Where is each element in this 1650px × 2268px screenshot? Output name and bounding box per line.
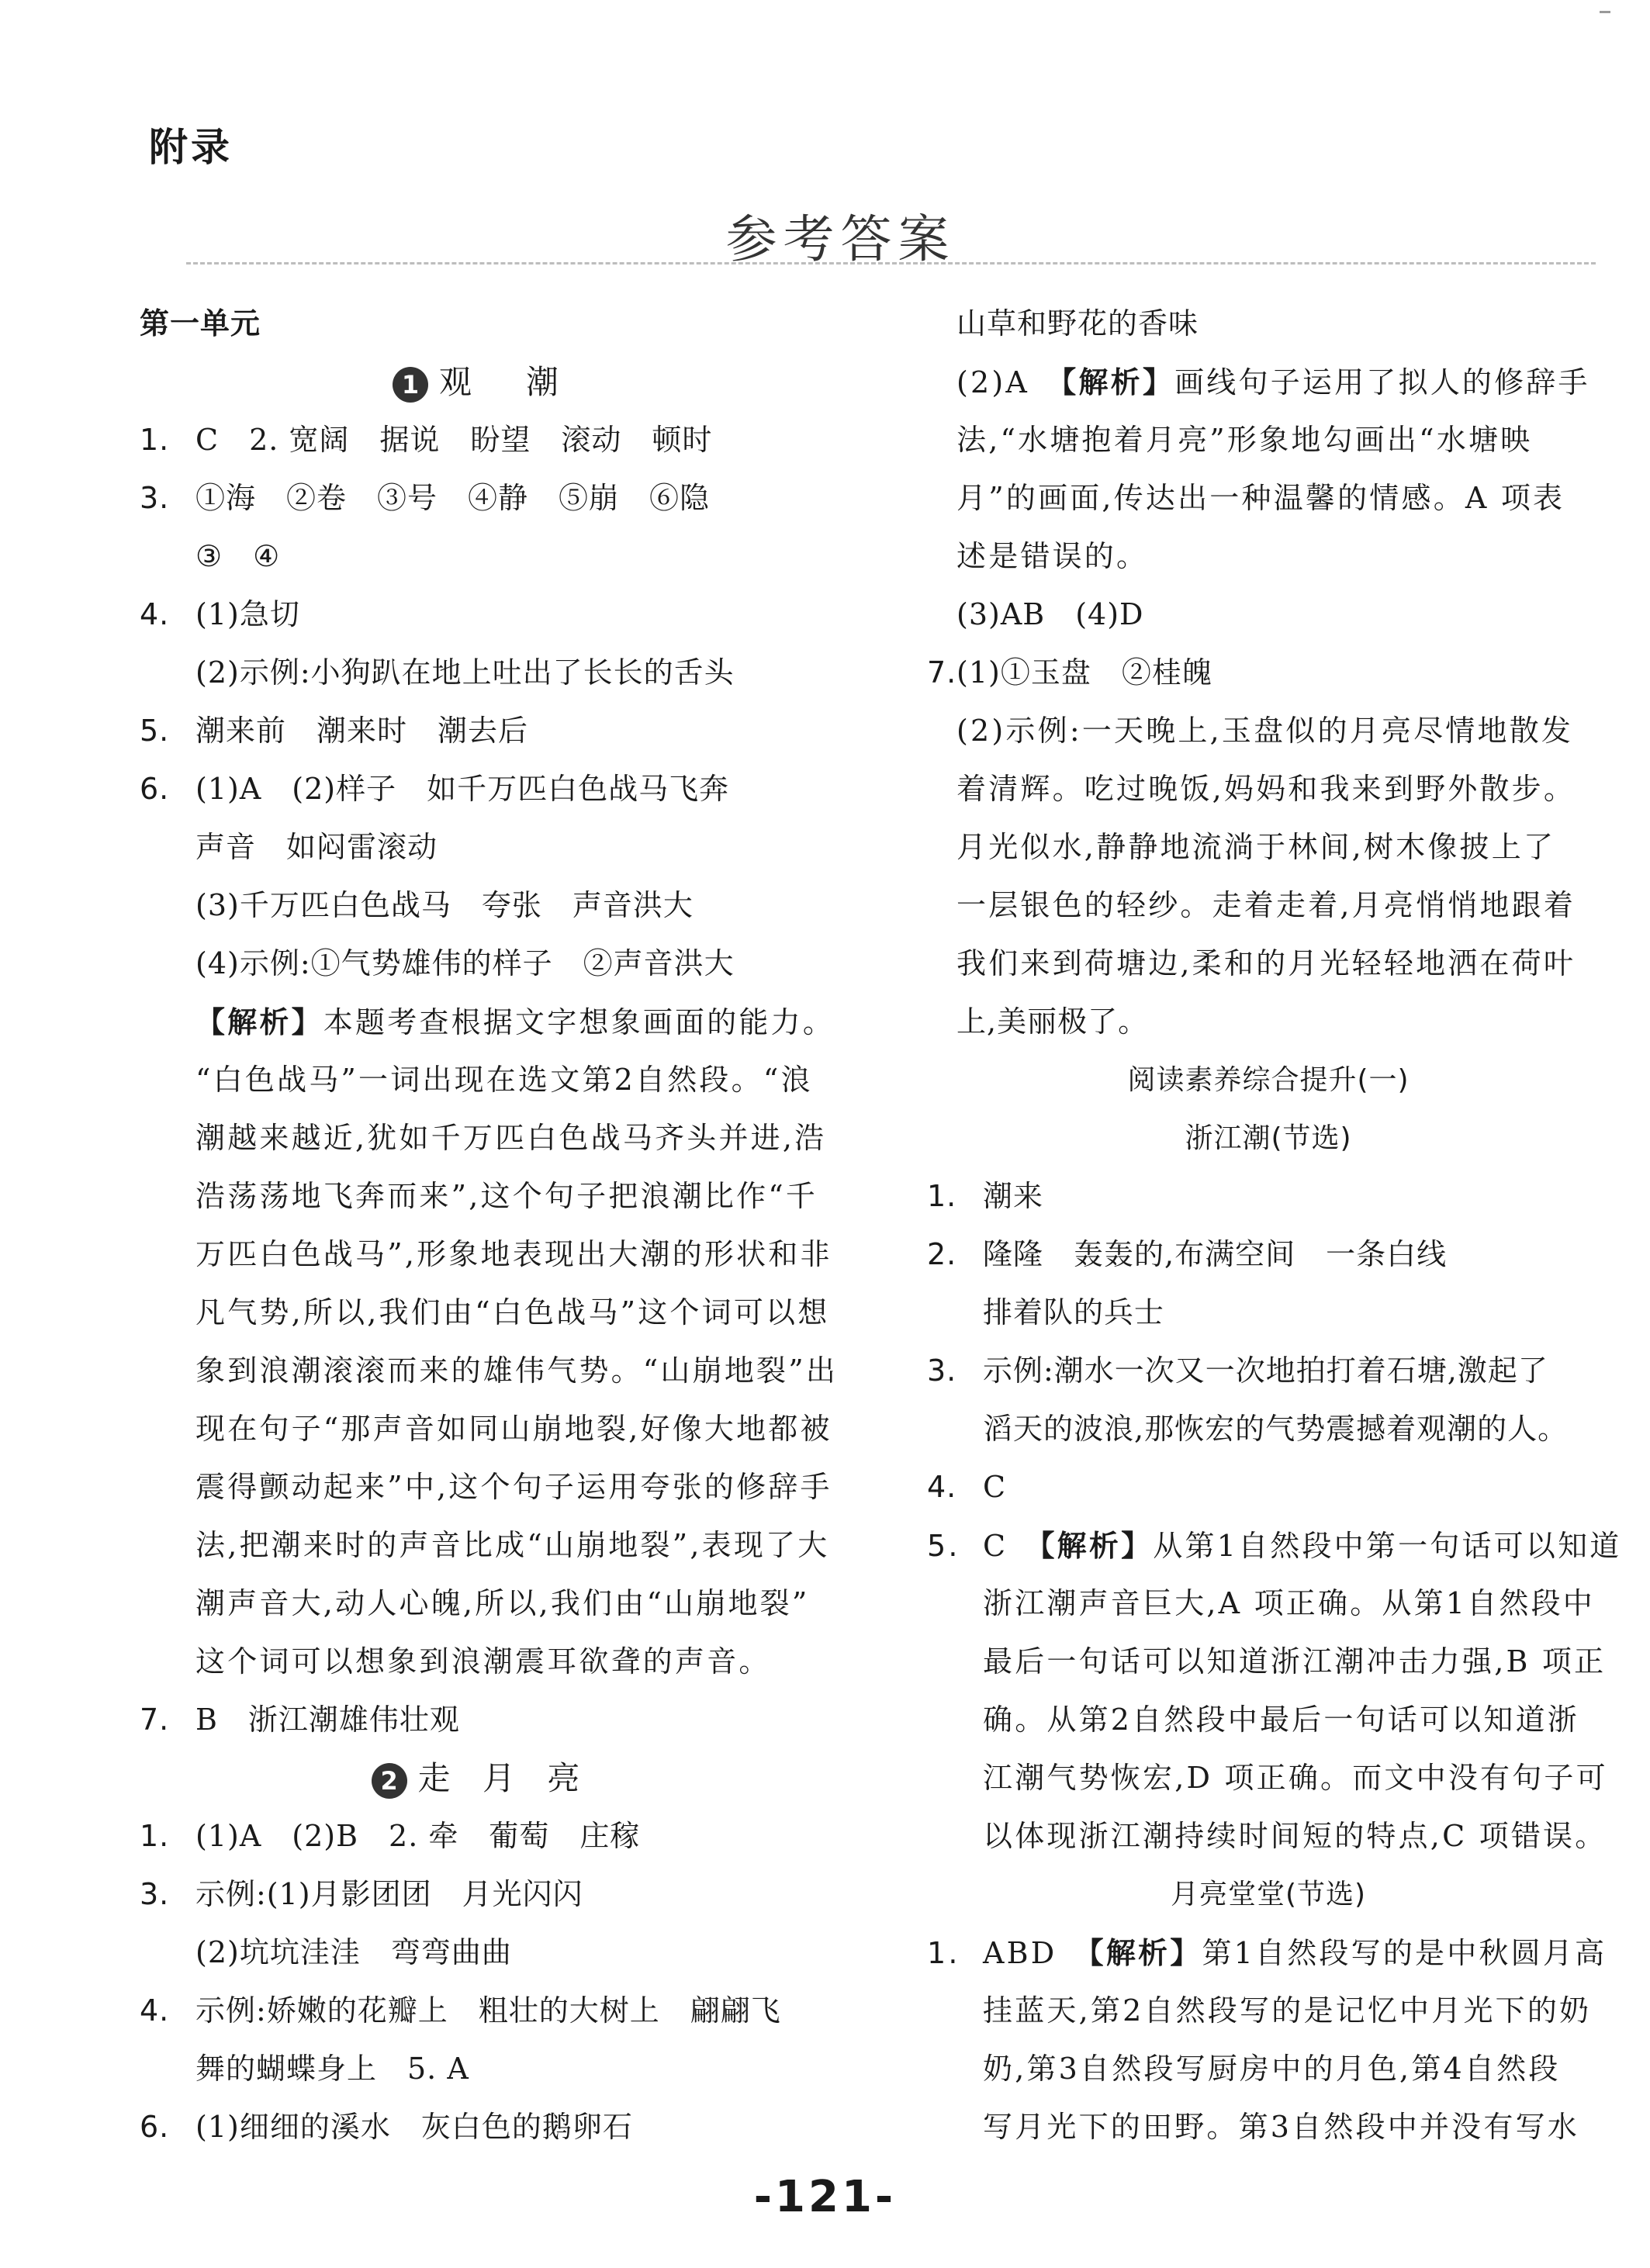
answer-text: (1)A (2)B 2. 牵 葡萄 庄稼 bbox=[195, 1819, 641, 1853]
answer-text: 声音 如闷雷滚动 bbox=[195, 830, 438, 864]
question-number: 4. bbox=[140, 1993, 170, 2028]
answer-text: 月光似水,静静地流淌于林间,树木像披上了 bbox=[956, 830, 1556, 864]
answer-text: 示例:潮水一次又一次地拍打着石塘,激起了 bbox=[983, 1354, 1548, 1388]
answer-line bbox=[140, 2098, 822, 2156]
answer-line bbox=[927, 1284, 1610, 1342]
analysis-line bbox=[140, 1226, 832, 1284]
analysis-line bbox=[927, 1749, 1610, 1807]
analysis-text: 潮声音大,动人心魄,所以,我们由“山崩地裂” bbox=[195, 1586, 810, 1620]
answer-line bbox=[140, 1691, 822, 1749]
analysis-line bbox=[140, 1051, 822, 1109]
analysis-text: 本题考查根据文字想象画面的能力。 bbox=[323, 1005, 835, 1039]
analysis-line bbox=[140, 1109, 827, 1167]
analysis-tag: 【解析】 bbox=[1088, 1935, 1202, 1970]
question-number: 3. bbox=[140, 481, 170, 515]
question-number: 6. bbox=[140, 772, 170, 806]
analysis-text: 凡气势,所以,我们由“白色战马”这个词可以想 bbox=[195, 1295, 830, 1329]
answer-text: 示例:(1)月影团团 月光闪闪 bbox=[195, 1877, 583, 1911]
question-number: 3. bbox=[927, 1354, 957, 1388]
section-heading: 阅读素养综合提升(一) bbox=[1127, 1064, 1410, 1096]
analysis-line bbox=[140, 1575, 822, 1633]
analysis-line bbox=[927, 1807, 1610, 1865]
answer-text: 排着队的兵士 bbox=[983, 1295, 1165, 1329]
analysis-text: 法,把潮来时的声音比成“山崩地裂”,表现了大 bbox=[195, 1528, 830, 1562]
answer-line bbox=[927, 1342, 1610, 1400]
answer-text: C 2. 宽阔 据说 盼望 滚动 顿时 bbox=[195, 423, 713, 457]
answer-line bbox=[140, 876, 822, 935]
analysis-text: 述是错误的。 bbox=[956, 539, 1149, 573]
analysis-text: 这个词可以想象到浪潮震耳欲聋的声音。 bbox=[195, 1644, 771, 1679]
analysis-text: 万匹白色战马”,形象地表现出大潮的形状和非 bbox=[195, 1237, 832, 1271]
answer-line bbox=[140, 527, 822, 586]
answer-line bbox=[140, 935, 822, 993]
answer-line bbox=[140, 1924, 822, 1982]
answer-line bbox=[927, 1226, 1610, 1284]
analysis-line bbox=[927, 353, 1610, 411]
answer-text: (3)千万匹白色战马 夸张 声音洪大 bbox=[195, 888, 694, 922]
answer-line bbox=[927, 1400, 1610, 1458]
right-column bbox=[927, 295, 1622, 2156]
question-number: 2. bbox=[927, 1237, 957, 1271]
answer-line bbox=[927, 1458, 1610, 1516]
answer-line bbox=[140, 1865, 822, 1924]
lesson-heading bbox=[140, 353, 822, 411]
answer-text: (4)示例:①气势雄伟的样子 ②声音洪大 bbox=[195, 946, 735, 980]
analysis-line bbox=[927, 1691, 1610, 1749]
answer-line bbox=[140, 469, 822, 527]
answer-line bbox=[927, 586, 1610, 644]
analysis-text: 以体现浙江潮持续时间短的特点,C 项错误。 bbox=[983, 1819, 1607, 1853]
answer-line bbox=[140, 644, 822, 702]
analysis-text: 浙江潮声音巨大,A 项正确。从第1自然段中 bbox=[983, 1586, 1595, 1620]
analysis-text: 奶,第3自然段写厨房中的月色,第4自然段 bbox=[983, 2052, 1561, 2086]
answer-line bbox=[140, 586, 822, 644]
question-number: 5. bbox=[927, 1529, 960, 1563]
answer-text: (1)①玉盘 ②桂魄 bbox=[956, 655, 1212, 690]
lesson-heading bbox=[140, 1749, 822, 1807]
question-number: 1. bbox=[140, 1819, 170, 1853]
question-number: 4. bbox=[927, 1470, 957, 1504]
answer-text: 一层银色的轻纱。走着走着,月亮悄悄地跟着 bbox=[956, 888, 1576, 922]
analysis-line bbox=[927, 469, 1610, 527]
appendix-label: 附录 bbox=[149, 125, 233, 170]
analysis-text: 最后一句话可以知道浙江潮冲击力强,B 项正 bbox=[983, 1644, 1607, 1679]
answer-line bbox=[140, 1807, 822, 1865]
answer-line bbox=[140, 2040, 822, 2098]
answer-text: B 浙江潮雄伟壮观 bbox=[195, 1703, 460, 1737]
answer-line bbox=[927, 1167, 1610, 1226]
answer-line bbox=[927, 295, 1610, 353]
analysis-text: 月”的画面,传达出一种温馨的情感。A 项表 bbox=[956, 481, 1565, 515]
analysis-text: 象到浪潮滚滚而来的雄伟气势。“山崩地裂”出 bbox=[195, 1354, 839, 1388]
question-number: 4. bbox=[140, 597, 170, 631]
answer-line bbox=[140, 411, 822, 469]
analysis-line bbox=[140, 1284, 830, 1342]
analysis-text: 挂蓝天,第2自然段写的是记忆中月光下的奶 bbox=[983, 1993, 1592, 2028]
answer-text: (2)A bbox=[956, 365, 1062, 399]
analysis-line bbox=[140, 1342, 839, 1400]
answer-line bbox=[140, 1982, 822, 2040]
answer-line bbox=[140, 760, 822, 818]
answer-text: (1)A (2)样子 如千万匹白色战马飞奔 bbox=[195, 772, 730, 806]
analysis-line bbox=[140, 993, 835, 1051]
analysis-line bbox=[927, 2098, 1610, 2156]
answer-text: C bbox=[983, 1470, 1007, 1504]
question-number: 5. bbox=[140, 714, 170, 748]
answer-text: (1)细细的溪水 灰白色的鹅卵石 bbox=[195, 2110, 633, 2144]
answer-text: 舞的蝴蝶身上 5. A bbox=[195, 2052, 469, 2086]
question-number: 1. bbox=[140, 423, 170, 457]
page-title: 参考答案 bbox=[725, 209, 956, 269]
answer-text: 山草和野花的香味 bbox=[956, 306, 1199, 341]
analysis-line bbox=[927, 1575, 1610, 1633]
analysis-line bbox=[927, 1516, 1622, 1575]
answer-line bbox=[927, 760, 1610, 818]
question-number: 1. bbox=[927, 1936, 960, 1970]
analysis-line bbox=[927, 1924, 1610, 1982]
answer-text: 潮来前 潮来时 潮去后 bbox=[195, 714, 529, 748]
lesson-title: 观 潮 bbox=[438, 363, 569, 401]
answer-text: ③ ④ bbox=[195, 539, 281, 573]
answer-text: (1)急切 bbox=[195, 597, 300, 631]
answer-text: (2)示例:一天晚上,玉盘似的月亮尽情地散发 bbox=[956, 714, 1574, 748]
corner-mark bbox=[1600, 11, 1610, 13]
analysis-text: 江潮气势恢宏,D 项正确。而文中没有句子可 bbox=[983, 1761, 1608, 1795]
analysis-text: “白色战马”一词出现在选文第2自然段。“浪 bbox=[195, 1063, 813, 1097]
answer-text: C bbox=[983, 1529, 1040, 1563]
answer-line bbox=[927, 644, 1610, 702]
analysis-line bbox=[927, 2040, 1610, 2098]
analysis-tag: 【解析】 bbox=[195, 1004, 323, 1039]
analysis-text: 潮越来越近,犹如千万匹白色战马齐头并进,浩 bbox=[195, 1121, 827, 1155]
analysis-text: 震得颤动起来”中,这个句子运用夸张的修辞手 bbox=[195, 1470, 832, 1504]
analysis-text: 确。从第2自然段中最后一句话可以知道浙 bbox=[983, 1703, 1579, 1737]
analysis-line bbox=[927, 1633, 1610, 1691]
analysis-line bbox=[927, 1982, 1610, 2040]
answer-line bbox=[140, 818, 822, 876]
title-divider bbox=[186, 262, 1596, 264]
answer-line bbox=[140, 702, 822, 760]
unit-heading: 第一单元 bbox=[140, 306, 261, 341]
question-number: 7. bbox=[927, 655, 957, 690]
lesson-number-badge: 2 bbox=[372, 1763, 407, 1799]
analysis-line bbox=[140, 1458, 832, 1516]
analysis-text: 浩荡荡地飞奔而来”,这个句子把浪潮比作“千 bbox=[195, 1179, 818, 1213]
analysis-line bbox=[140, 1167, 822, 1226]
left-column bbox=[140, 295, 839, 2156]
answer-text: ①海 ②卷 ③号 ④静 ⑤崩 ⑥隐 bbox=[195, 481, 711, 515]
answer-text: 隆隆 轰轰的,布满空间 一条白线 bbox=[983, 1237, 1448, 1271]
analysis-tag: 【解析】 bbox=[1061, 365, 1175, 399]
question-number: 3. bbox=[140, 1877, 170, 1911]
answer-line bbox=[927, 935, 1610, 993]
answer-text: 上,美丽极了。 bbox=[956, 1004, 1149, 1039]
section-subheading: 浙江潮(节选) bbox=[1185, 1122, 1352, 1154]
answer-text: (3)AB (4)D bbox=[956, 597, 1144, 631]
answer-text: (2)坑坑洼洼 弯弯曲曲 bbox=[195, 1935, 512, 1969]
answer-line bbox=[927, 818, 1610, 876]
section-heading: 月亮堂堂(节选) bbox=[1170, 1879, 1367, 1910]
analysis-text: 画线句子运用了拟人的修辞手 bbox=[1174, 365, 1590, 399]
analysis-text: 现在句子“那声音如同山崩地裂,好像大地都被 bbox=[195, 1412, 832, 1446]
analysis-line bbox=[140, 1633, 822, 1691]
question-number: 6. bbox=[140, 2110, 170, 2144]
answer-text: 我们来到荷塘边,柔和的月光轻轻地洒在荷叶 bbox=[956, 946, 1576, 980]
answer-text: 着清辉。吃过晚饭,妈妈和我来到野外散步。 bbox=[956, 772, 1576, 806]
page-number: -121- bbox=[753, 2172, 897, 2222]
answer-text: 示例:娇嫩的花瓣上 粗壮的大树上 翩翩飞 bbox=[195, 1993, 781, 2028]
analysis-text: 从第1自然段中第一句话可以知道 bbox=[1153, 1529, 1622, 1563]
answer-line bbox=[927, 993, 1610, 1051]
analysis-line bbox=[927, 527, 1610, 586]
answer-line bbox=[927, 702, 1610, 760]
lesson-number-badge: 1 bbox=[393, 367, 428, 403]
analysis-line bbox=[927, 411, 1610, 469]
answer-text: 滔天的波浪,那恢宏的气势震撼着观潮的人。 bbox=[983, 1412, 1569, 1446]
question-number: 1. bbox=[927, 1179, 957, 1213]
lesson-title: 走 月 亮 bbox=[417, 1759, 591, 1797]
answer-text: ABD bbox=[983, 1936, 1089, 1970]
analysis-tag: 【解析】 bbox=[1039, 1528, 1154, 1563]
analysis-text: 法,“水塘抱着月亮”形象地勾画出“水塘映 bbox=[956, 423, 1533, 457]
question-number: 7. bbox=[140, 1703, 170, 1737]
analysis-text: 第1自然段写的是中秋圆月高 bbox=[1202, 1936, 1607, 1970]
analysis-text: 写月光下的田野。第3自然段中并没有写水 bbox=[983, 2110, 1579, 2144]
answer-text: (2)示例:小狗趴在地上吐出了长长的舌头 bbox=[195, 655, 735, 690]
analysis-line bbox=[140, 1516, 830, 1575]
analysis-line bbox=[140, 1400, 832, 1458]
answer-text: 潮来 bbox=[983, 1179, 1044, 1213]
answer-line bbox=[927, 876, 1610, 935]
